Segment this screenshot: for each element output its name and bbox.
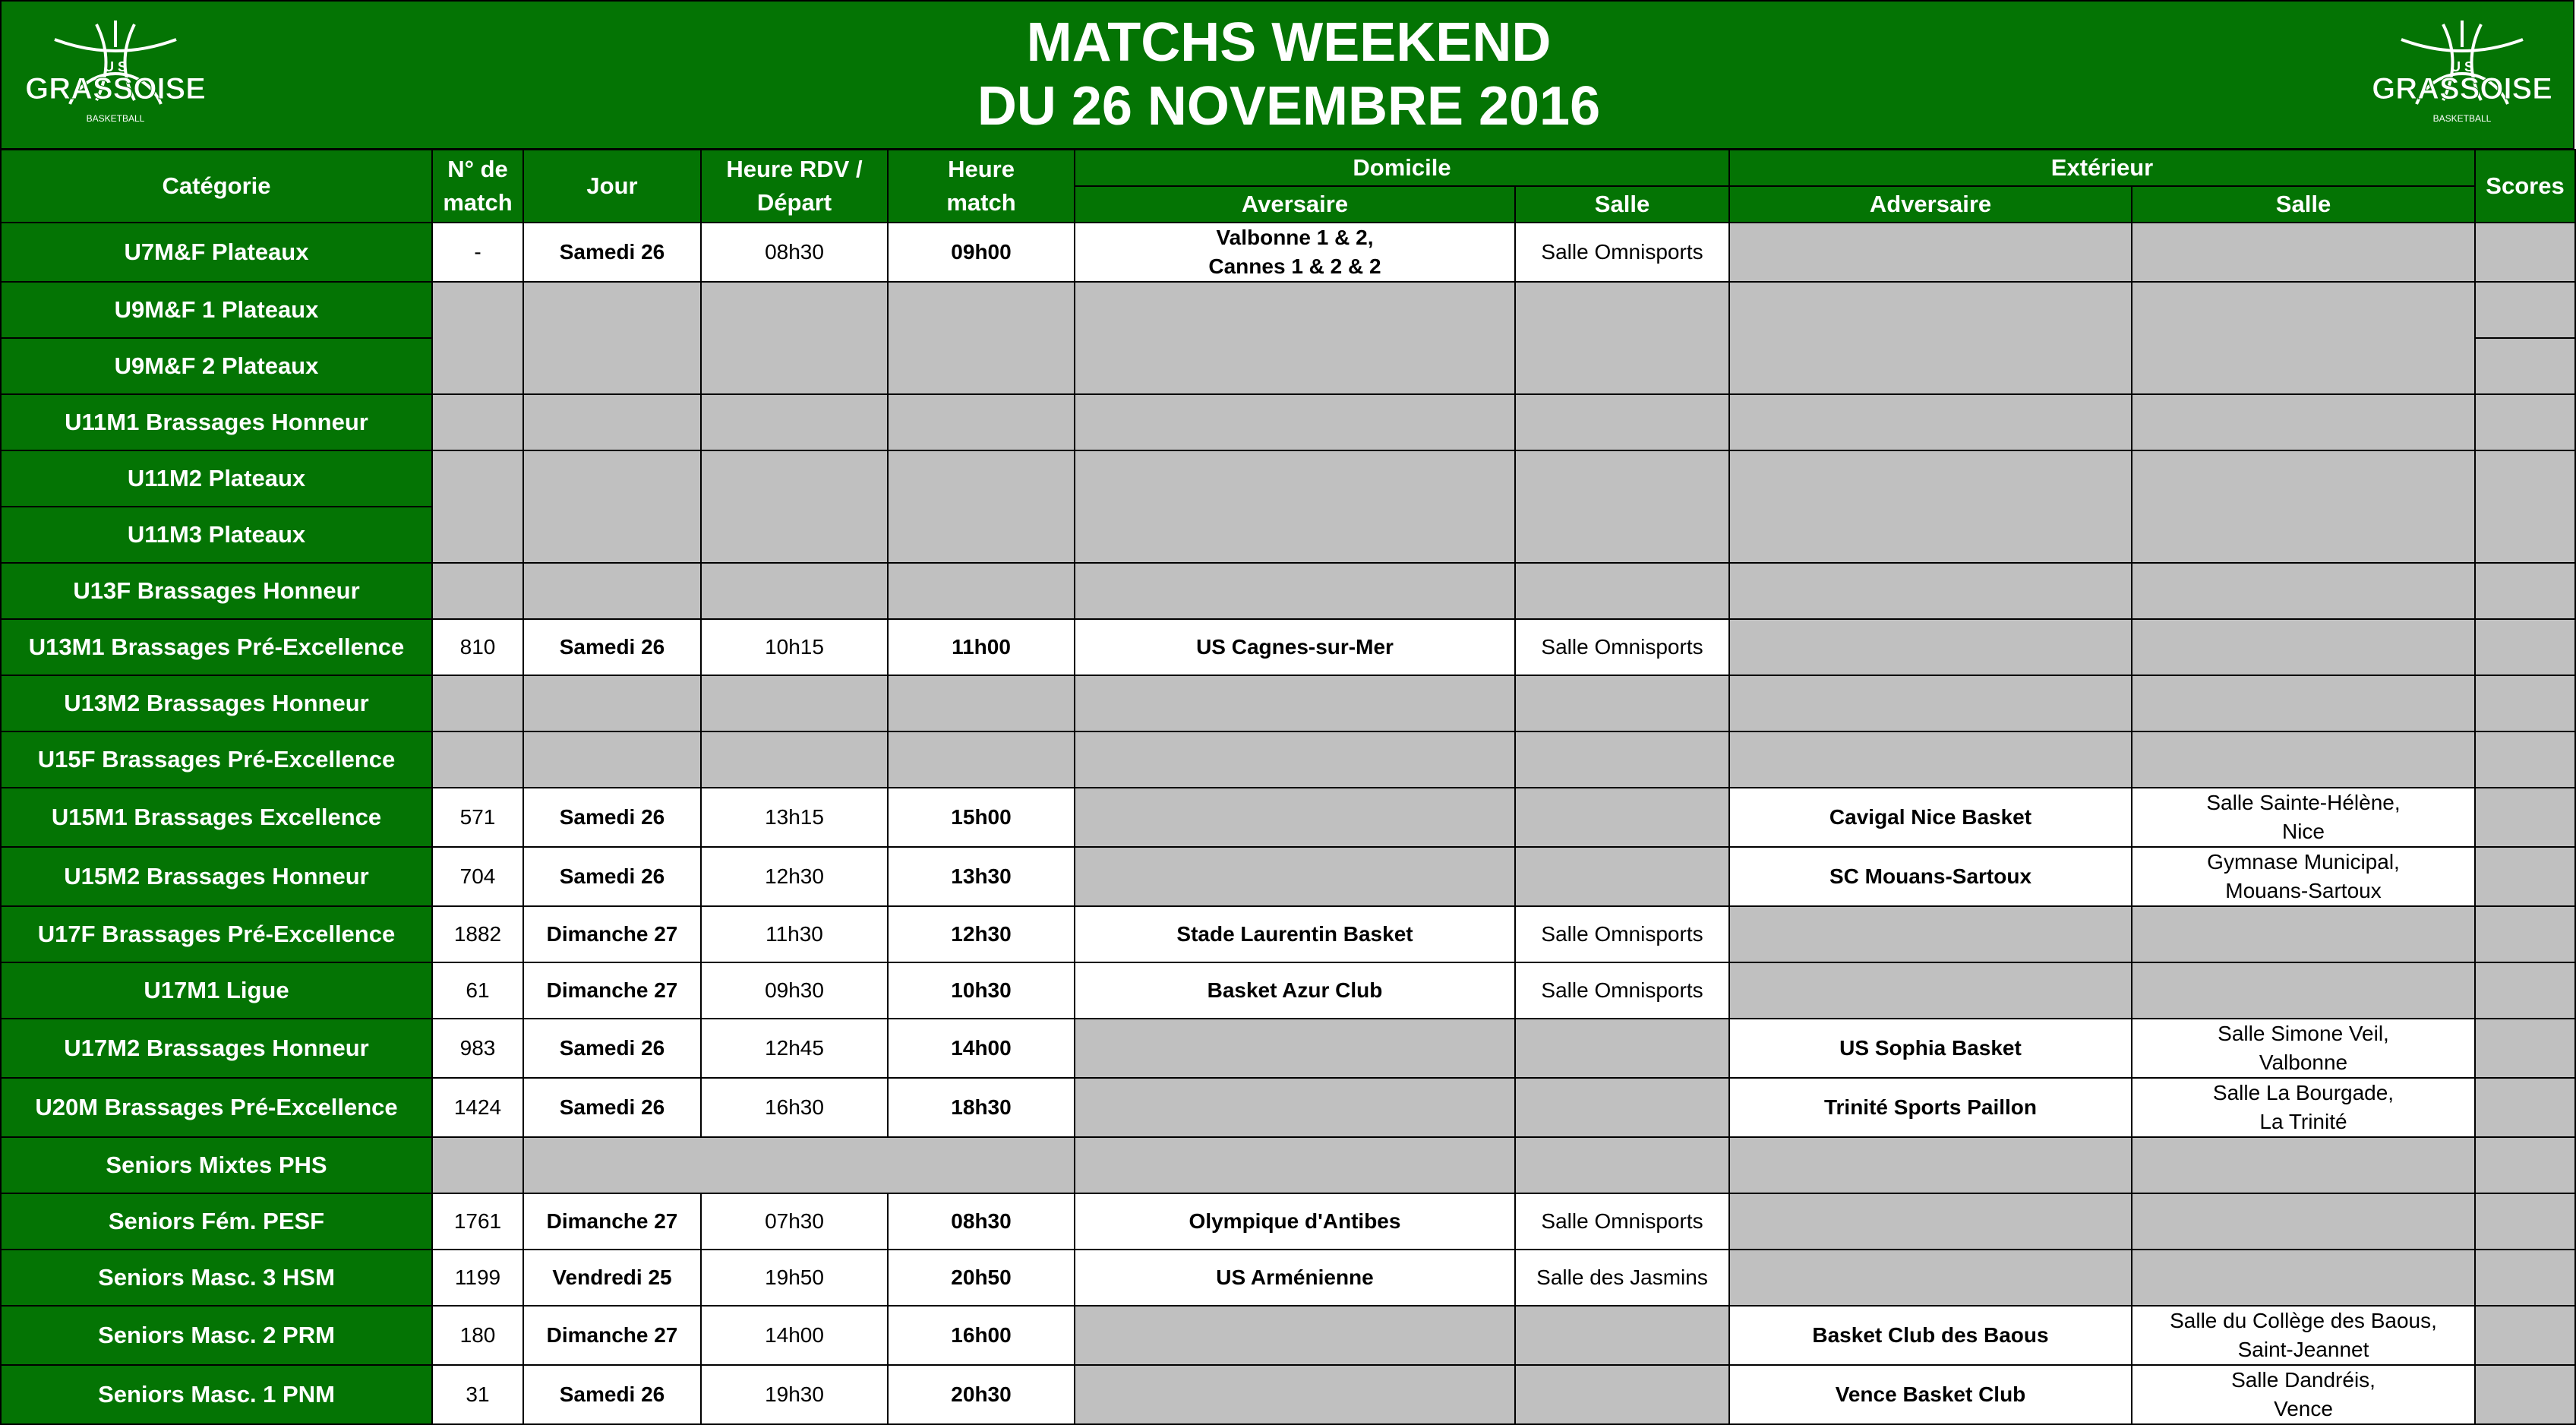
away-venue-cell	[2132, 450, 2475, 563]
day-cell: Samedi 26	[523, 1365, 701, 1424]
home-venue-cell	[1515, 1137, 1729, 1193]
col-header-heure-rdv: Heure RDV / Départ	[701, 150, 888, 223]
home-venue-cell	[1515, 563, 1729, 619]
day-cell	[523, 450, 701, 563]
home-opponent-cell	[1075, 788, 1515, 847]
rdv-time-cell: 09h30	[701, 962, 888, 1019]
table-row	[1, 1078, 2575, 1137]
match-time-cell: 15h00	[888, 788, 1075, 847]
col-header-jour: Jour	[523, 150, 701, 223]
home-venue-cell	[1515, 731, 1729, 788]
table-row	[1, 847, 2575, 906]
match-number-cell: 810	[432, 619, 523, 675]
category-cell: U13M2 Brassages Honneur	[1, 675, 432, 731]
category-cell: Seniors Mixtes PHS	[1, 1137, 432, 1193]
rdv-time-cell	[701, 675, 888, 731]
away-venue-cell	[2132, 223, 2475, 282]
match-number-cell: 1199	[432, 1250, 523, 1306]
away-venue-cell: Salle Dandréis, Vence	[2132, 1365, 2475, 1424]
score-cell	[2475, 1365, 2575, 1424]
away-venue-cell: Salle La Bourgade, La Trinité	[2132, 1078, 2475, 1137]
rdv-time-cell: 12h30	[701, 847, 888, 906]
away-opponent-cell	[1729, 450, 2132, 563]
away-opponent-cell: Trinité Sports Paillon	[1729, 1078, 2132, 1137]
match-number-cell: -	[432, 223, 523, 282]
category-cell: U11M2 Plateaux	[1, 450, 432, 507]
col-header-heure-match: Heure match	[888, 150, 1075, 223]
score-cell	[2475, 563, 2575, 619]
score-cell	[2475, 223, 2575, 282]
home-opponent-cell: Olympique d'Antibes	[1075, 1193, 1515, 1250]
svg-text:GRASSOISE: GRASSOISE	[2372, 72, 2552, 106]
category-cell: U15M1 Brassages Excellence	[1, 788, 432, 847]
match-number-cell	[432, 563, 523, 619]
category-cell: U17M2 Brassages Honneur	[1, 1019, 432, 1078]
table-row	[1, 450, 2575, 507]
match-number-cell: 571	[432, 788, 523, 847]
page-title-line1: MATCHS WEEKEND	[1026, 12, 1552, 73]
away-venue-cell: Gymnase Municipal, Mouans-Sartoux	[2132, 847, 2475, 906]
home-venue-cell	[1515, 788, 1729, 847]
match-time-cell: 09h00	[888, 223, 1075, 282]
match-time-cell: 12h30	[888, 906, 1075, 962]
home-opponent-cell	[1075, 847, 1515, 906]
svg-text:BASKETBALL: BASKETBALL	[86, 113, 145, 124]
col-header-num-match: N° de match	[432, 150, 523, 223]
rdv-time-cell	[701, 450, 888, 563]
rdv-time-cell: 13h15	[701, 788, 888, 847]
category-cell: U17M1 Ligue	[1, 962, 432, 1019]
home-venue-cell: Salle Omnisports	[1515, 906, 1729, 962]
home-venue-cell	[1515, 1019, 1729, 1078]
day-cell: Samedi 26	[523, 788, 701, 847]
day-cell: Dimanche 27	[523, 962, 701, 1019]
home-opponent-cell	[1075, 675, 1515, 731]
away-opponent-cell	[1729, 675, 2132, 731]
home-venue-cell: Salle Omnisports	[1515, 962, 1729, 1019]
home-opponent-cell	[1075, 394, 1515, 450]
col-header-dom-salle: Salle	[1515, 186, 1729, 223]
score-cell	[2475, 338, 2575, 394]
away-opponent-cell: US Sophia Basket	[1729, 1019, 2132, 1078]
table-row	[1, 1019, 2575, 1078]
club-logo-right	[2371, 17, 2553, 131]
home-opponent-cell	[1075, 450, 1515, 563]
category-cell: Seniors Masc. 2 PRM	[1, 1306, 432, 1365]
away-venue-cell	[2132, 906, 2475, 962]
col-header-categorie: Catégorie	[1, 150, 432, 223]
home-opponent-cell	[1075, 1078, 1515, 1137]
home-opponent-cell	[1075, 1137, 1515, 1193]
score-cell	[2475, 1193, 2575, 1250]
score-cell	[2475, 282, 2575, 338]
home-opponent-cell: Stade Laurentin Basket	[1075, 906, 1515, 962]
match-time-cell: 13h30	[888, 847, 1075, 906]
rdv-time-cell: 16h30	[701, 1078, 888, 1137]
match-number-cell	[432, 450, 523, 563]
away-opponent-cell	[1729, 906, 2132, 962]
day-cell: Samedi 26	[523, 1019, 701, 1078]
day-cell	[523, 563, 701, 619]
home-opponent-cell	[1075, 1365, 1515, 1424]
day-cell: Samedi 26	[523, 847, 701, 906]
match-number-cell: 31	[432, 1365, 523, 1424]
match-time-cell: 14h00	[888, 1019, 1075, 1078]
category-cell: Seniors Masc. 1 PNM	[1, 1365, 432, 1424]
match-time-cell: 16h00	[888, 1306, 1075, 1365]
away-opponent-cell	[1729, 394, 2132, 450]
day-cell: Vendredi 25	[523, 1250, 701, 1306]
rdv-time-cell: 08h30	[701, 223, 888, 282]
away-venue-cell	[2132, 1137, 2475, 1193]
category-cell: U7M&F Plateaux	[1, 223, 432, 282]
rdv-time-cell: 11h30	[701, 906, 888, 962]
category-cell: Seniors Masc. 3 HSM	[1, 1250, 432, 1306]
away-venue-cell	[2132, 619, 2475, 675]
table-row	[1, 1137, 2575, 1193]
title-banner	[0, 0, 2574, 150]
day-cell: Dimanche 27	[523, 1306, 701, 1365]
away-opponent-cell	[1729, 1193, 2132, 1250]
score-cell	[2475, 847, 2575, 906]
home-venue-cell	[1515, 675, 1729, 731]
col-header-domicile: Domicile	[1075, 150, 1729, 186]
rdv-time-cell: 14h00	[701, 1306, 888, 1365]
away-opponent-cell	[1729, 1137, 2132, 1193]
day-cell: Samedi 26	[523, 223, 701, 282]
category-cell: U13M1 Brassages Pré-Excellence	[1, 619, 432, 675]
match-number-cell	[432, 1137, 523, 1193]
rdv-time-cell: 10h15	[701, 619, 888, 675]
away-venue-cell	[2132, 962, 2475, 1019]
score-cell	[2475, 619, 2575, 675]
category-cell: Seniors Fém. PESF	[1, 1193, 432, 1250]
home-venue-cell: Salle Omnisports	[1515, 223, 1729, 282]
day-cell: Dimanche 27	[523, 906, 701, 962]
match-time-cell: 08h30	[888, 1193, 1075, 1250]
home-opponent-cell	[1075, 1019, 1515, 1078]
table-row	[1, 675, 2575, 731]
score-cell	[2475, 731, 2575, 788]
away-venue-cell: Salle Simone Veil, Valbonne	[2132, 1019, 2475, 1078]
away-opponent-cell: Basket Club des Baous	[1729, 1306, 2132, 1365]
score-cell	[2475, 450, 2575, 563]
table-row	[1, 731, 2575, 788]
table-row	[1, 1250, 2575, 1306]
away-opponent-cell	[1729, 962, 2132, 1019]
away-opponent-cell	[1729, 619, 2132, 675]
away-opponent-cell: SC Mouans-Sartoux	[1729, 847, 2132, 906]
day-cell	[523, 394, 701, 450]
score-cell	[2475, 788, 2575, 847]
match-time-cell	[888, 394, 1075, 450]
svg-text:U S: U S	[2450, 59, 2474, 74]
home-venue-cell: Salle Omnisports	[1515, 1193, 1729, 1250]
home-opponent-cell: Valbonne 1 & 2, Cannes 1 & 2 & 2	[1075, 223, 1515, 282]
rdv-time-cell	[701, 731, 888, 788]
home-venue-cell	[1515, 394, 1729, 450]
table-row	[1, 223, 2575, 282]
match-number-cell: 180	[432, 1306, 523, 1365]
table-row	[1, 563, 2575, 619]
home-venue-cell	[1515, 1078, 1729, 1137]
svg-text:BASKETBALL: BASKETBALL	[2432, 113, 2492, 124]
table-row	[1, 1193, 2575, 1250]
away-opponent-cell	[1729, 731, 2132, 788]
rdv-time-cell: 07h30	[701, 1193, 888, 1250]
away-opponent-cell	[1729, 282, 2132, 394]
match-time-cell	[888, 731, 1075, 788]
header-row-top	[1, 150, 2575, 186]
away-opponent-cell	[1729, 223, 2132, 282]
home-opponent-cell	[1075, 282, 1515, 394]
category-cell: U15M2 Brassages Honneur	[1, 847, 432, 906]
home-opponent-cell: US Arménienne	[1075, 1250, 1515, 1306]
col-header-ext-adversaire: Adversaire	[1729, 186, 2132, 223]
match-time-cell	[888, 563, 1075, 619]
home-venue-cell	[1515, 282, 1729, 394]
home-venue-cell: Salle Omnisports	[1515, 619, 1729, 675]
category-cell: U9M&F 1 Plateaux	[1, 282, 432, 338]
match-time-cell: 10h30	[888, 962, 1075, 1019]
col-header-dom-adversaire: Aversaire	[1075, 186, 1515, 223]
match-number-cell	[432, 675, 523, 731]
away-opponent-cell	[1729, 1250, 2132, 1306]
day-cell: Samedi 26	[523, 619, 701, 675]
away-venue-cell	[2132, 731, 2475, 788]
match-number-cell: 61	[432, 962, 523, 1019]
table-row	[1, 788, 2575, 847]
rdv-time-cell	[701, 563, 888, 619]
col-header-ext-salle: Salle	[2132, 186, 2475, 223]
day-cell: Dimanche 27	[523, 1193, 701, 1250]
match-time-cell: 18h30	[888, 1078, 1075, 1137]
score-cell	[2475, 906, 2575, 962]
home-opponent-cell	[1075, 1306, 1515, 1365]
away-venue-cell	[2132, 282, 2475, 394]
away-opponent-cell: Vence Basket Club	[1729, 1365, 2132, 1424]
svg-text:U S: U S	[103, 59, 128, 74]
home-opponent-cell: US Cagnes-sur-Mer	[1075, 619, 1515, 675]
away-venue-cell: Salle Sainte-Hélène, Nice	[2132, 788, 2475, 847]
score-cell	[2475, 675, 2575, 731]
match-number-cell	[432, 282, 523, 394]
score-cell	[2475, 962, 2575, 1019]
match-time-cell	[888, 675, 1075, 731]
table-row	[1, 1365, 2575, 1424]
match-number-cell	[432, 394, 523, 450]
home-venue-cell	[1515, 1306, 1729, 1365]
away-venue-cell	[2132, 675, 2475, 731]
category-cell: U11M3 Plateaux	[1, 507, 432, 563]
day-cell	[523, 731, 701, 788]
schedule-table	[0, 149, 2576, 1425]
day-cell	[523, 282, 701, 394]
match-time-cell: 11h00	[888, 619, 1075, 675]
basketball-logo-icon	[2371, 17, 2553, 131]
category-cell: U13F Brassages Honneur	[1, 563, 432, 619]
score-cell	[2475, 1078, 2575, 1137]
col-header-scores: Scores	[2475, 150, 2575, 223]
home-opponent-cell: Basket Azur Club	[1075, 962, 1515, 1019]
home-venue-cell: Salle des Jasmins	[1515, 1250, 1729, 1306]
away-venue-cell	[2132, 1193, 2475, 1250]
category-cell: U9M&F 2 Plateaux	[1, 338, 432, 394]
rdv-time-cell: 19h50	[701, 1250, 888, 1306]
table-row	[1, 394, 2575, 450]
day-cell: Samedi 26	[523, 1078, 701, 1137]
home-opponent-cell	[1075, 563, 1515, 619]
match-number-cell: 1424	[432, 1078, 523, 1137]
home-venue-cell	[1515, 847, 1729, 906]
table-row	[1, 282, 2575, 338]
score-cell	[2475, 1250, 2575, 1306]
page-title-line2: DU 26 NOVEMBRE 2016	[977, 76, 1601, 137]
category-cell: U20M Brassages Pré-Excellence	[1, 1078, 432, 1137]
rdv-time-cell	[701, 394, 888, 450]
merged-time-cell	[523, 1137, 1075, 1193]
table-row	[1, 906, 2575, 962]
home-venue-cell	[1515, 450, 1729, 563]
rdv-time-cell: 19h30	[701, 1365, 888, 1424]
match-time-cell: 20h30	[888, 1365, 1075, 1424]
rdv-time-cell: 12h45	[701, 1019, 888, 1078]
match-number-cell: 704	[432, 847, 523, 906]
category-cell: U17F Brassages Pré-Excellence	[1, 906, 432, 962]
match-time-cell	[888, 450, 1075, 563]
table-row	[1, 619, 2575, 675]
table-row	[1, 1306, 2575, 1365]
score-cell	[2475, 1019, 2575, 1078]
score-cell	[2475, 1306, 2575, 1365]
away-venue-cell	[2132, 563, 2475, 619]
home-opponent-cell	[1075, 731, 1515, 788]
match-number-cell	[432, 731, 523, 788]
rdv-time-cell	[701, 282, 888, 394]
day-cell	[523, 675, 701, 731]
match-time-cell: 20h50	[888, 1250, 1075, 1306]
home-venue-cell	[1515, 1365, 1729, 1424]
match-time-cell	[888, 282, 1075, 394]
score-cell	[2475, 394, 2575, 450]
away-opponent-cell: Cavigal Nice Basket	[1729, 788, 2132, 847]
score-cell	[2475, 1137, 2575, 1193]
match-number-cell: 1882	[432, 906, 523, 962]
category-cell: U11M1 Brassages Honneur	[1, 394, 432, 450]
away-opponent-cell	[1729, 563, 2132, 619]
table-row	[1, 962, 2575, 1019]
match-number-cell: 1761	[432, 1193, 523, 1250]
match-number-cell: 983	[432, 1019, 523, 1078]
away-venue-cell	[2132, 1250, 2475, 1306]
col-header-exterieur: Extérieur	[1729, 150, 2475, 186]
svg-text:GRASSOISE: GRASSOISE	[25, 72, 206, 106]
away-venue-cell	[2132, 394, 2475, 450]
category-cell: U15F Brassages Pré-Excellence	[1, 731, 432, 788]
away-venue-cell: Salle du Collège des Baous, Saint-Jeannet	[2132, 1306, 2475, 1365]
